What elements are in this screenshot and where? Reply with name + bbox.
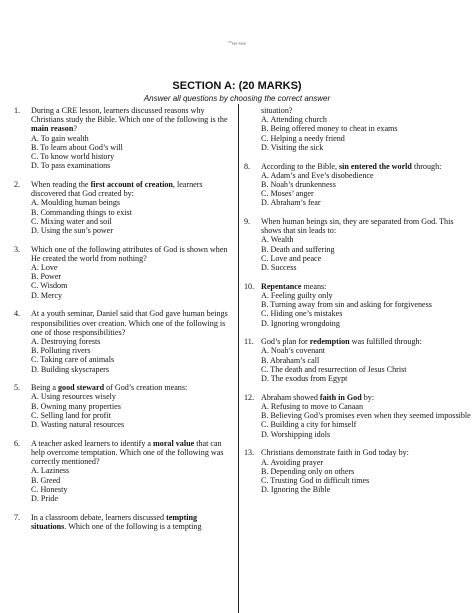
answer-options [261,171,470,208]
answer-option[interactable]: D. Pride [31,494,58,504]
question-number: 10. [244,281,255,291]
answer-option[interactable]: B. Owning many properties [31,401,121,411]
question-keyword: main reason [31,124,74,134]
question-text [31,180,234,198]
answer-option[interactable]: D. Abraham’s fear [261,198,321,208]
right-column [244,106,470,504]
question-keyword: redemption [309,337,350,347]
question-text-part: . Which one of the following is a tempting [64,521,202,531]
question-text-part: of God’s creation means: [104,383,188,393]
question-text-part: When reading the [31,179,91,189]
question-number: 12. [244,392,255,402]
answer-option[interactable]: D. Mercy [31,290,63,300]
question-keyword: tempting situations [31,512,198,531]
question-text [261,337,470,346]
question-text-part: At a youth seminar, Daniel said that God gave human beings responsibilities over creation. Which one of the following is one of those responsibilities? [31,309,228,337]
question-text [31,309,234,337]
answer-option[interactable]: D. The exodus from Egypt [261,374,348,384]
question-number: 5. [14,383,21,393]
answer-option[interactable]: D. Ignoring the Bible [261,485,331,495]
page-watermark: *¹ₓₐₓ ₓₐₓₐ [228,40,246,45]
question-text-part: that can help overcome temptation. Which one of the following was correctly mentioned? [31,438,224,467]
answer-options [31,134,234,171]
question-keyword: Repentance [261,281,302,291]
question-keyword: faith in God [319,392,362,402]
answer-option[interactable]: D. Worshipping idols [261,429,331,439]
question-keyword: sin entered the world [339,161,412,171]
answer-option[interactable]: A. Noah’s covenant [261,346,326,356]
question-number: 4. [14,309,21,319]
question-text [261,217,470,235]
question-text-part: When human beings sin, they are separated from God. This shows that sin leads to: [261,217,454,236]
answer-option[interactable]: C. Moses’ anger [261,189,314,199]
answer-option[interactable]: A. Using resources wisely [31,392,116,402]
answer-option[interactable]: C. To know world history [31,152,115,162]
question-number: 2. [14,179,21,189]
answer-options [261,402,470,439]
answer-option[interactable]: B. Polluting rivers [31,346,91,356]
answer-option[interactable]: D. Success [261,263,297,273]
question-item [244,448,470,494]
answer-option[interactable]: A. Moulding human beings [31,198,121,208]
answer-option[interactable]: B. Death and suffering [261,244,335,254]
answer-option[interactable]: D. Ignoring wrongdoing [261,318,340,328]
answer-option[interactable]: B. Greed [31,475,61,485]
answer-option[interactable]: B. Believing God’s promises even when they seemed impossible [261,411,471,421]
question-text-part: A teacher asked learners to identify a [31,438,154,448]
answer-option[interactable]: C. Helping a needy friend [261,133,345,143]
question-text-part: During a CRE lesson, learners discussed reasons why Christians study the Bible. Which one of the following is the [31,106,228,125]
question-text-part: God’s plan for [261,337,310,347]
question-item [14,513,234,531]
question-text-part: means: [301,281,327,291]
answer-option[interactable]: A. Feeling guilty only [261,290,333,300]
question-keyword: first account of creation [90,179,173,189]
question-number: 13. [244,448,255,458]
answer-option[interactable]: B. Noah’s drunkenness [261,179,336,189]
answer-options [261,458,470,495]
answer-option[interactable]: C. Building a city for himself [261,420,357,430]
answer-option[interactable]: A. Destroying forests [31,336,101,346]
answer-option[interactable]: B. Being offered money to cheat in exams [261,124,398,134]
answer-options [31,392,234,429]
question-text-part: by: [361,392,375,402]
answer-option[interactable]: B. Power [31,272,62,282]
answer-option[interactable]: C. Love and peace [261,253,322,263]
question-item [244,217,470,272]
answer-option[interactable]: A. To gain wealth [31,133,89,143]
question-number: 6. [14,438,21,448]
answer-option[interactable]: D. Using the sun’s power [31,225,114,235]
question-number: 9. [244,217,251,227]
answer-option[interactable]: C. Taking care of animals [31,355,115,365]
question-text-part: Which one of the following attributes of God is shown when He created the world from nothing? [31,244,228,263]
question-item [14,106,234,170]
question-text [261,393,470,402]
answer-option[interactable]: A. Adam’s and Eve’s disobedience [261,170,374,180]
answer-options [31,263,234,300]
continuation-text: situation? [261,106,293,115]
answer-option[interactable]: D. Visiting the sick [261,142,324,152]
question-7-continuation [244,106,470,152]
answer-option[interactable]: C. Selling land for profit [31,410,111,420]
question-item [14,439,234,503]
answer-option[interactable]: B. Abraham’s call [261,355,320,365]
question-text-part: was fulfilled through: [349,337,422,347]
question-item [14,245,234,300]
answer-option[interactable]: D. Wasting natural resources [31,420,125,430]
answer-options [31,466,234,503]
question-text [31,245,234,263]
question-text-part: Being a [31,383,58,393]
question-text [261,282,470,291]
question-text [261,162,470,171]
answer-option[interactable]: C. Wisdom [31,281,68,291]
left-column [14,106,234,541]
answer-option[interactable]: D. To pass examinations [31,161,111,171]
answer-option[interactable]: D. Building skyscrapers [31,364,110,374]
answer-option[interactable]: B. Commanding things to exist [31,207,132,217]
answer-option[interactable]: A. Refusing to move to Canaan [261,401,364,411]
instructions: Answer all questions by choosing the correct answer [143,94,331,103]
answer-option[interactable]: C. The death and resurrection of Jesus Christ [261,364,407,374]
question-keyword: moral value [153,438,195,448]
question-number: 3. [14,244,21,254]
question-text-part: Christians demonstrate faith in God today by: [261,448,409,458]
question-item [14,309,234,373]
answer-option[interactable]: A. Laziness [31,466,70,476]
question-item [244,162,470,208]
question-number: 7. [14,512,21,522]
answer-option[interactable]: C. Trusting God in difficult times [261,475,370,485]
answer-options [31,198,234,235]
question-text-part: Abraham showed [261,392,320,402]
answer-option[interactable]: A. Avoiding prayer [261,457,324,467]
question-text [261,448,470,457]
answer-options [261,235,470,272]
answer-option[interactable]: A. Attending church [261,115,327,125]
question-number: 11. [244,337,254,347]
answer-option[interactable]: B. To learn about God’s will [31,142,123,152]
answer-option[interactable]: C. Honesty [31,484,68,494]
question-text-part: through: [411,161,442,171]
section-title: SECTION A: (20 MARKS) [172,80,302,92]
question-text-part: , learners discovered that God created by: [31,179,203,199]
question-text [31,106,234,134]
question-text-part: According to the Bible, [261,161,339,171]
question-item [244,282,470,328]
answer-option[interactable]: A. Love [31,263,58,273]
question-item [244,393,470,439]
question-text [31,439,234,467]
question-number: 8. [244,161,251,171]
answer-option[interactable]: A. Wealth [261,235,294,245]
answer-option[interactable]: C. Mixing water and soil [31,216,112,226]
answer-options [261,346,470,383]
question-text-part: ? [73,124,77,134]
question-item [14,180,234,235]
answer-options [261,291,470,328]
answer-option[interactable]: C. Hiding one’s mistakes [261,309,343,319]
question-number: 1. [14,106,21,115]
answer-option[interactable]: B. Turning away from sin and asking for forgiveness [261,300,432,310]
question-text [31,513,234,531]
question-text [31,383,234,392]
question-item [14,383,234,429]
question-text-part: In a classroom debate, learners discussed [31,512,167,522]
answer-options [31,337,234,374]
question-keyword: good steward [57,383,105,393]
column-divider [238,104,239,613]
question-item [244,337,470,383]
answer-option[interactable]: B. Depending only on others [261,466,355,476]
continuation-options [261,115,470,152]
